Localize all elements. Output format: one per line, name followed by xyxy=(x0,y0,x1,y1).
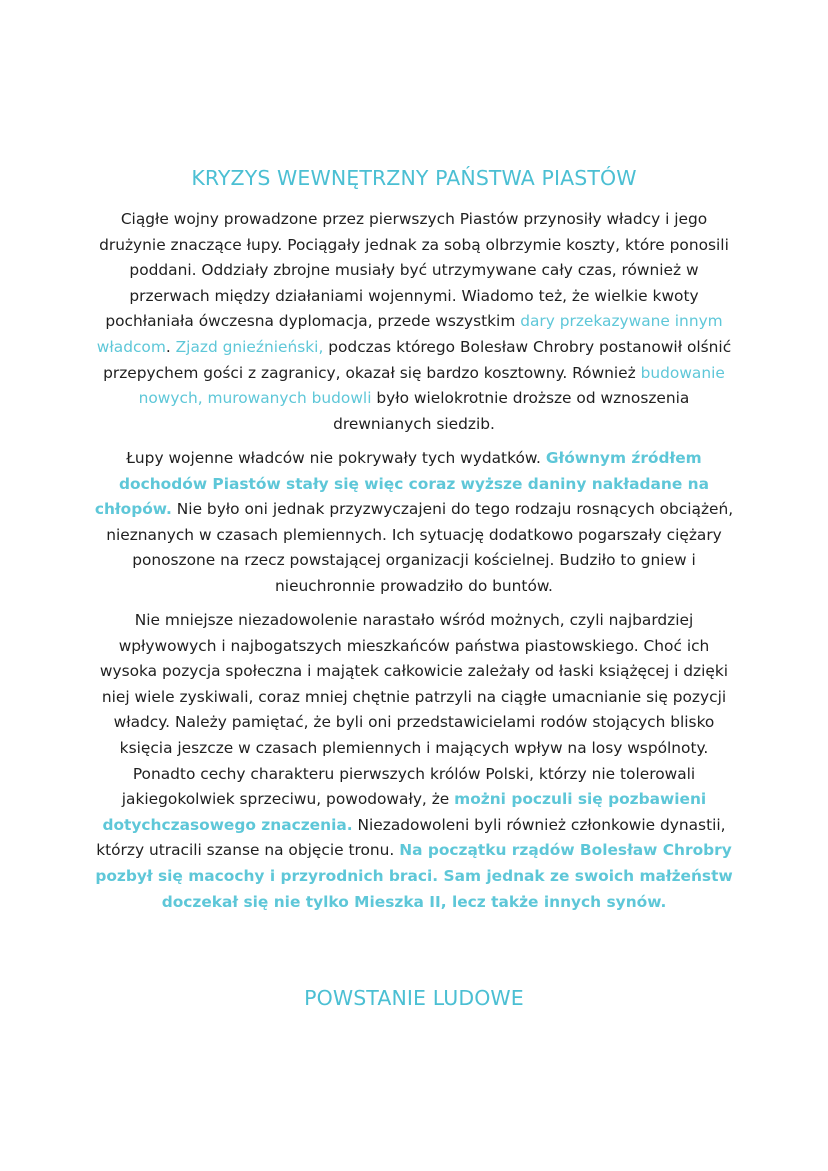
text-segment: Niezadowoleni byli również członkowie dynastii, którzy utracili szanse na objęcie tronu. xyxy=(96,815,726,860)
text-segment: Łupy wojenne władców nie pokrywały tych wydatków. xyxy=(126,449,546,467)
highlight-masonry-buildings: budowanie nowych, murowanych budowli xyxy=(138,363,725,408)
text-segment: . xyxy=(165,337,176,356)
text-segment: Ciągłe wojny prowadzone przez pierwszych Piastów przynosiły władcy i jego drużynie znaczące łupy. Pociągały jednak za sobą olbrzymie koszty, które ponosili poddani. Oddziały zbrojne musiały być utrzymywane cały czas, również w przerwach między działaniami wojennymi. Wiadomo też, że wielkie kwoty pochłaniała ówczesna dyplomacja, przede wszystkim xyxy=(99,210,729,331)
text-segment: podczas którego Bolesław Chrobry postanowił olśnić przepychem gości z zagranicy, okazał się bardzo kosztowny. Również xyxy=(103,337,732,382)
highlight-nobles-lost-influence: możni poczuli się pozbawieni dotychczasowego znaczenia. xyxy=(102,790,707,834)
paragraph-costs xyxy=(94,207,734,437)
highlight-chrobry-family: Na początku rządów Bolesław Chrobry pozbył się macochy i przyrodnich braci. Sam jednak ze swoich małżeństw doczekał się nie tylko Mieszka II, lecz także innych synów. xyxy=(95,841,733,911)
section-title-internal-crisis: KRYZYS WEWNĘTRZNY PAŃSTWA PIASTÓW xyxy=(191,166,637,190)
section-title-peoples-uprising: POWSTANIE LUDOWE xyxy=(304,986,524,1010)
paragraph-nobles xyxy=(94,608,734,915)
highlight-main-income: Głównym źródłem dochodów Piastów stały się więc coraz wyższe daniny nakładane na chłopów. xyxy=(94,449,709,519)
text-segment: było wielokrotnie droższe od wznoszenia drewnianych siedzib. xyxy=(333,389,690,433)
highlight-gniezno-congress: Zjazd gnieźnieński, xyxy=(175,337,324,356)
text-segment: Nie było oni jednak przyzwyczajeni do tego rodzaju rosnących obciążeń, nieznanych w czasach plemiennych. Ich sytuację dodatkowo pogarszały ciężary ponoszone na rzecz powstającej organizacji kościelnej. Budziło to gniew i nieuchronnie prowadziło do buntów. xyxy=(106,500,734,595)
highlight-gifts: dary przekazywane innym władcom xyxy=(96,312,723,356)
text-segment: Nie mniejsze niezadowolenie narastało wśród możnych, czyli najbardziej wpływowych i najbogatszych mieszkańców państwa piastowskiego. Choć ich wysoka pozycja społeczna i majątek całkowicie zależały od łaski książęcej i dzięki niej wiele zyskiwali, coraz mniej chętnie patrzyli na ciągłe umacnianie się pozycji władcy. Należy pamiętać, że byli oni przedstawicielami rodów stojących blisko księcia jeszcze w czasach plemiennych i mających wpływ na losy wspólnoty. Ponadto cechy charakteru pierwszych królów Polski, którzy nie tolerowali jakiegokolwiek sprzeciwu, powodowały, że xyxy=(99,611,729,809)
paragraph-tributes xyxy=(94,446,734,600)
